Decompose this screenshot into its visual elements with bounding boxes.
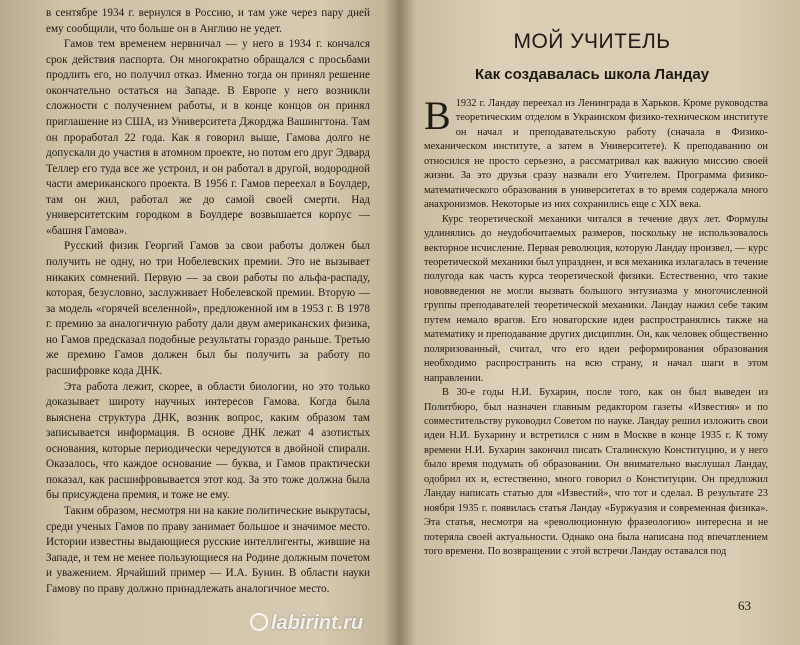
section-title: Как создавалась школа Ландау (474, 66, 710, 83)
left-page-text (46, 6, 370, 597)
paragraph: Эта работа лежит, скорее, в области биологии, но это только доказывает широту научных интересов Гамова. Когда была выяснена структура ДНК, возник вопрос, каким образом там записывается информация. В основе ДНК лежат 4 азотистых основания, которые периодически чередуются в двойной спирали. Оказалось, что каждое основание — буква, и Гамов практически показал, как расшифровывается этот код. За это тоже должна была бы присуждена премия, и тоже не ему. (46, 380, 370, 502)
watermark (250, 612, 363, 635)
right-page-text (424, 93, 768, 560)
paragraph: Русский физик Георгий Гамов за свои работы должен был получить не одну, но три Нобелевских премии. Это не вызывает никаких сомнений. Первую — за свои работы по альфа-распаду, которая, безусловно, заслуживает Нобелевской премии. Вторую — за модель «горячей вселенной», предложенной им в 1953 г. В 1978 г. премию за аналогичную работу дали двум американских физика, но Гамов предсказал подобные результаты гораздо раньше. Третью же премию Гамов должен был бы получить за работу по расшифровке кода ДНК. (46, 240, 370, 377)
page-number: 63 (738, 598, 751, 613)
labirint-logo-icon (250, 613, 268, 631)
paragraph: в сентябре 1934 г. вернулся в Россию, и там уже через пару дней ему сообщили, что больше он в Англию не уедет. (46, 7, 370, 35)
paragraph: Таким образом, несмотря ни на какие политические выкрутасы, среди ученых Гамов по праву занимает большое и значимое место. Истории известны выдающиеся русские интеллигенты, жившие на Западе, и тем не менее пользующиеся на Родине должным почетом и уважением. Ярчайший пример — И.А. Бунин. В области науки Гамову по праву должно принадлежать аналогичное место. (46, 505, 370, 595)
paragraph: Курс теоретической механики читался в течение двух лет. Формулы удлинялись до неудобочитаемых размеров, поскольку не использовалось векторное исчисление. Первая революция, которую Ландау произвел, — курс теоретической механики был упразднен, и вся механика излагалась в течение полугода как часть курса теоретической физики. Естественно, что такие нововведения не могли вызвать большого энтузиазма у многочисленной группы преподавателей теоретической механики. Ландау нажил себе таким путем немало врагов. Его новаторские идеи распространялись также на математику и преподавание других дисциплин. Он, как человек общественно поляризованный, считал, что его идеи реформирования образования необходимо распространить на всю страну, и начал шаги в этом направлении. (424, 213, 768, 384)
left-page (0, 0, 392, 645)
first-paragraph-text: 1932 г. Ландау переехал из Ленинграда в Харьков. Кроме руководства теоретическим отделом в Украинском физико-техническом институте он начал и преподавательскую работу (сначала в Физико-механическом институте, а затем в Университете). К преподаванию он относился не просто серьезно, а рассматривал как важную миссию своей жизни. За это друзья сразу назвали его Учителем. Программа физико-математического образования в университетах в то время содержала много анахронизмов. Некоторые из них сохранились еще с XIX века. (424, 98, 768, 211)
right-page (402, 0, 800, 645)
paragraph: В 30-е годы Н.И. Бухарин, после того, как он был выведен из Политбюро, был назначен главным редактором газеты «Известия» и по совместительству руководил Советом по науке. Ландау решил изложить свои идеи Н.И. Бухарину и встретился с ним в Москве в конце 1935 г. К тому времени Н.И. Бухарин закончил писать Сталинскую Конституцию, и у него было время подумать об образовании. Он внимательно выслушал Ландау, одобрил их и, естественно, много говорил о Конституции. Он предложил Ландау написать статью для «Известий», что тот и сделал. В результате 23 ноября 1935 г. появилась статья Ландау «Буржуазия и современная физика». Эта статья, несмотря на «революционную фразеологию» интересна и не потеряла своей актуальности. Однако она была написана под впечатлением того времени. По возвращении с этой встречи Ландау оставался под (424, 387, 768, 558)
paragraph: Гамов тем временем нервничал — у него в 1934 г. кончался срок действия паспорта. Он многократно обращался с просьбами продлить его, но получил отказ. Именно тогда он принял решение окончательно остаться на Западе. В Европе у него возникли сложности с получением работы, и в конце концов он принял приглашение из США, из Университета Джорджа Вашингтона. Там он проработал 22 года. Как я говорил выше, Гамова долго не допускали до участия в атомном проекте, но потом его друг Эдвард Теллер его туда все же устроил, и он работал в другой, водородной части американского проекта. В 1956 г. Гамов переехал в Боулдер, там он жил, работал же до самой своей смерти. Над университетским городком в Боулдере возвышается корпус — «башня Гамова». (46, 38, 370, 237)
watermark-text: labirint.ru (271, 612, 364, 634)
chapter-title: МОЙ УЧИТЕЛЬ (513, 30, 671, 53)
drop-cap: В (424, 93, 451, 138)
first-paragraph (424, 93, 768, 213)
